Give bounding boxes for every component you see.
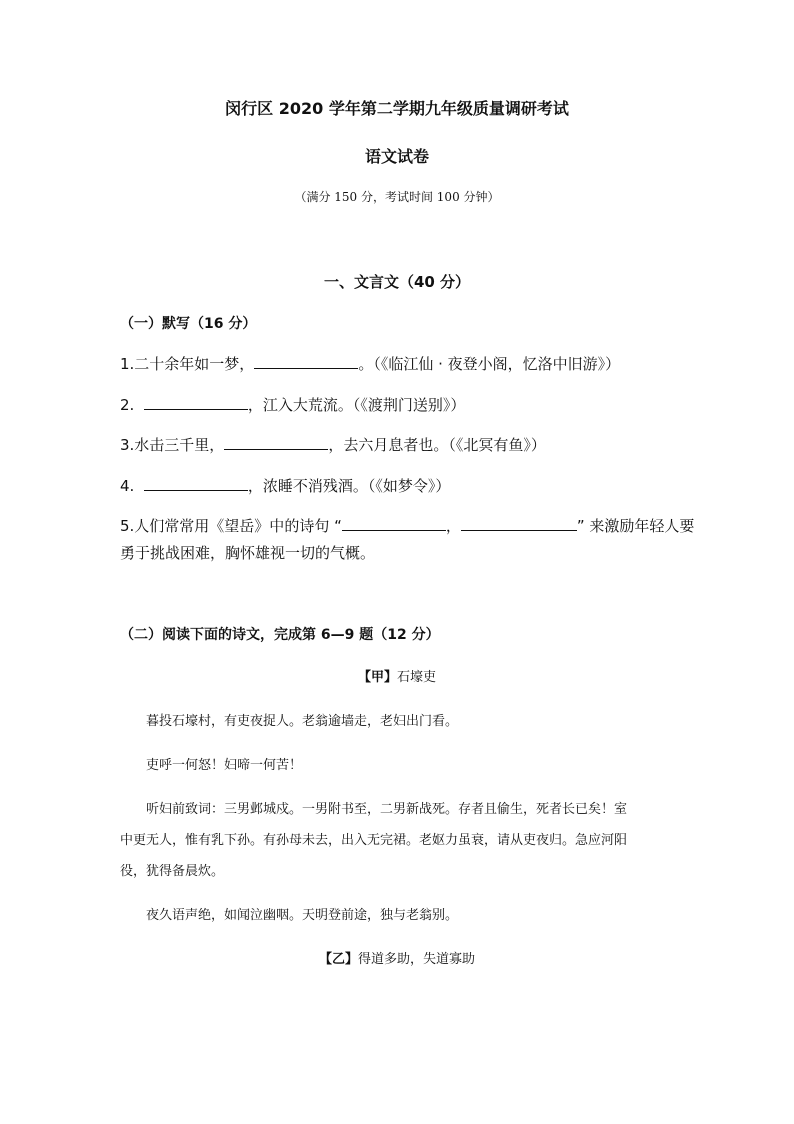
question-5 <box>120 515 694 536</box>
poem2-name: 得道多助，失道寡助 <box>358 952 476 967</box>
q5-text-b: ， <box>445 517 461 535</box>
question-5-line2: 勇于挑战困难，胸怀雄视一切的气概。 <box>120 544 376 562</box>
poem1-line-6: 夜久语声绝，如闻泣幽咽。天明登前途，独与老翁别。 <box>146 908 459 923</box>
q5-blank-1[interactable] <box>342 516 446 531</box>
q3-blank[interactable] <box>224 435 328 450</box>
poem1-line-3: 听妇前致词：三男邺城戍。一男附书至，二男新战死。存者且偷生，死者长已矣！室 <box>146 802 628 817</box>
poem1-line-1: 暮投石壕村，有吏夜捉人。老翁逾墙走，老妇出门看。 <box>146 714 459 729</box>
paper-subtitle: 语文试卷 <box>364 147 429 166</box>
poem1-line-2: 吏呼一何怒！妇啼一何苦！ <box>146 758 303 773</box>
question-4 <box>120 475 450 496</box>
q5-blank-2[interactable] <box>461 516 577 531</box>
exam-note: （满分 150 分，考试时间 100 分钟） <box>294 190 500 204</box>
poem1-tag: 【甲】 <box>357 670 397 685</box>
q4-text-b: ，浓睡不消残酒。（《如梦令》） <box>247 477 451 495</box>
poem1-line-5: 役，犹得备晨炊。 <box>120 864 225 879</box>
question-3 <box>120 434 546 455</box>
poem1-name: 石壕吏 <box>397 670 437 685</box>
question-1 <box>120 353 620 374</box>
poem1-line-4: 中更无人，惟有乳下孙。有孙母未去，出入无完裙。老妪力虽衰，请从吏夜归。急应河阳 <box>120 833 628 848</box>
q1-blank[interactable] <box>254 354 358 369</box>
poem2-title <box>0 948 794 967</box>
q2-text-a: 2. <box>120 396 135 414</box>
exam-title: 闵行区 2020 学年第二学期九年级质量调研考试 <box>225 99 569 118</box>
part2-heading: （二）阅读下面的诗文，完成第 6—9 题（12 分） <box>120 627 440 643</box>
q1-text-a: 1.二十余年如一梦， <box>120 355 255 373</box>
q5-text-a: 5.人们常常用《望岳》中的诗句 “ <box>120 517 342 535</box>
q4-text-a: 4. <box>120 477 135 495</box>
poem1-title <box>0 666 794 685</box>
q2-blank[interactable] <box>144 395 248 410</box>
poem2-tag: 【乙】 <box>318 952 358 967</box>
section-heading: 一、文言文（40 分） <box>323 273 471 291</box>
q2-text-b: ，江入大荒流。（《渡荆门送别》） <box>247 396 466 414</box>
q1-text-b: 。（《临江仙 · 夜登小阁，忆洛中旧游》） <box>358 355 621 373</box>
q3-text-b: ，去六月息者也。（《北冥有鱼》） <box>328 436 546 454</box>
q3-text-a: 3.水击三千里， <box>120 436 225 454</box>
question-2 <box>120 394 465 415</box>
q5-text-c: ” 来激励年轻人要 <box>576 517 695 535</box>
q4-blank[interactable] <box>144 476 248 491</box>
part1-heading: （一）默写（16 分） <box>120 316 257 332</box>
